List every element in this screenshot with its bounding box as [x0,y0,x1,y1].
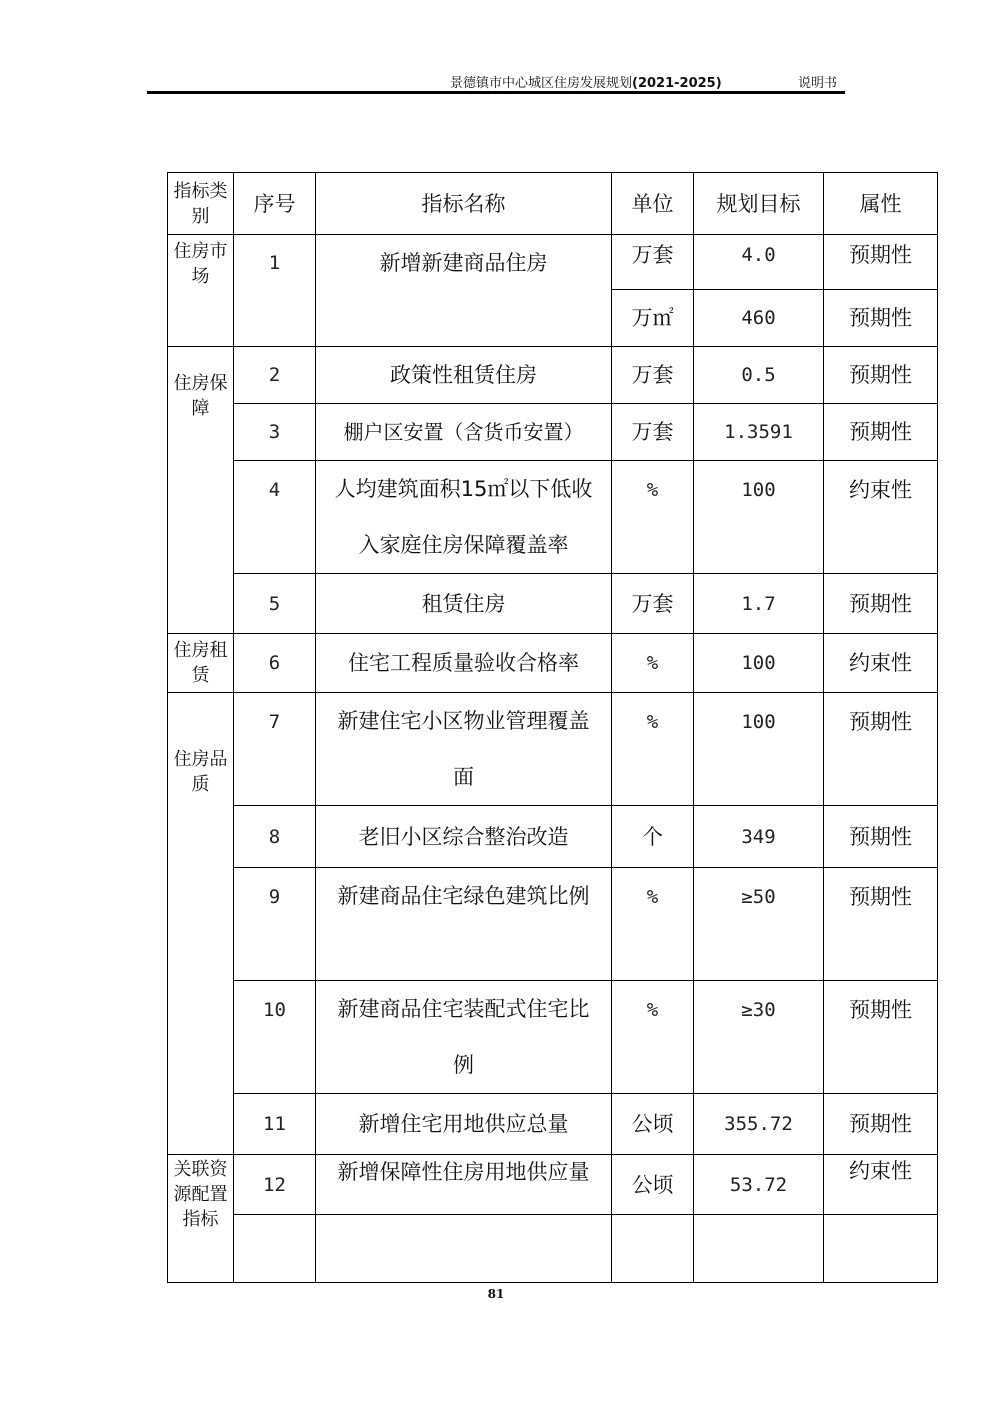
row-seq: 5 [234,574,316,634]
row-name: 老旧小区综合整治改造 [316,806,612,868]
page-number: 81 [487,1287,505,1301]
row-unit: % [612,693,694,806]
header-doc-type: 说明书 [798,76,838,91]
row-target: 1.3591 [694,404,824,461]
running-header [450,72,722,91]
row-seq: 3 [234,404,316,461]
table-row [168,235,938,290]
row-seq: 11 [234,1094,316,1155]
row-unit: % [612,981,694,1094]
row-name: 新建住宅小区物业管理覆盖面 [316,693,612,806]
category-rental: 住房租赁 [168,634,234,693]
row-attribute: 预期性 [824,806,938,868]
row-seq: 8 [234,806,316,868]
col-header-target: 规划目标 [694,173,824,235]
header-years: (2021-2025) [632,76,722,91]
row-name: 新增住宅用地供应总量 [316,1094,612,1155]
row-attribute: 约束性 [824,634,938,693]
row-seq: 10 [234,981,316,1094]
row-name: 政策性租赁住房 [316,347,612,404]
row-seq: 2 [234,347,316,404]
table-row [168,693,938,806]
row-name: 新增保障性住房用地供应量 [316,1155,612,1215]
row-target: 100 [694,461,824,574]
row-unit: 万套 [612,404,694,461]
row-target: 100 [694,693,824,806]
empty-cell [694,1215,824,1283]
indicator-table [167,172,938,1283]
row-unit: 万套 [612,347,694,404]
row-seq: 9 [234,868,316,981]
category-quality: 住房品质 [168,693,234,1155]
row-attribute: 预期性 [824,693,938,806]
empty-cell [316,1215,612,1283]
row-attribute: 预期性 [824,868,938,981]
row-unit: 个 [612,806,694,868]
row-target: 460 [694,290,824,347]
row-unit: % [612,868,694,981]
header-rule [147,91,845,94]
row-seq: 1 [234,235,316,347]
row-name: 新建商品住宅装配式住宅比例 [316,981,612,1094]
table-row [168,981,938,1094]
row-name: 租赁住房 [316,574,612,634]
row-attribute: 预期性 [824,347,938,404]
row-attribute: 预期性 [824,290,938,347]
col-header-category: 指标类别 [168,173,234,235]
row-target: 349 [694,806,824,868]
row-attribute: 预期性 [824,235,938,290]
row-attribute: 预期性 [824,1094,938,1155]
row-seq: 6 [234,634,316,693]
empty-cell [824,1215,938,1283]
header-title: 景德镇市中心城区住房发展规划 [450,76,633,91]
row-attribute: 预期性 [824,404,938,461]
row-target: 100 [694,634,824,693]
empty-cell [234,1215,316,1283]
row-target: 1.7 [694,574,824,634]
row-unit: % [612,461,694,574]
table-row [168,574,938,634]
row-unit: % [612,634,694,693]
category-resources: 关联资源配置指标 [168,1155,234,1283]
table-row [168,868,938,981]
row-seq: 7 [234,693,316,806]
row-name: 棚户区安置（含货币安置） [316,404,612,461]
row-name: 新增新建商品住房 [316,235,612,347]
row-seq: 4 [234,461,316,574]
table-header-row [168,173,938,235]
row-target: ≥50 [694,868,824,981]
row-unit: 万套 [612,574,694,634]
row-attribute: 约束性 [824,461,938,574]
row-attribute: 预期性 [824,574,938,634]
row-target: ≥30 [694,981,824,1094]
table-row [168,461,938,574]
row-name: 新建商品住宅绿色建筑比例 [316,868,612,981]
table-row [168,404,938,461]
row-seq: 12 [234,1155,316,1215]
row-target: 4.0 [694,235,824,290]
table-row-empty [168,1215,938,1283]
col-header-seq: 序号 [234,173,316,235]
row-target: 53.72 [694,1155,824,1215]
table-row [168,806,938,868]
row-attribute: 约束性 [824,1155,938,1215]
row-unit: 万㎡ [612,290,694,347]
row-unit: 公顷 [612,1094,694,1155]
col-header-attribute: 属性 [824,173,938,235]
row-name: 人均建筑面积15㎡以下低收入家庭住房保障覆盖率 [316,461,612,574]
col-header-unit: 单位 [612,173,694,235]
category-security: 住房保障 [168,347,234,634]
empty-cell [612,1215,694,1283]
row-unit: 公顷 [612,1155,694,1215]
row-unit: 万套 [612,235,694,290]
row-attribute: 预期性 [824,981,938,1094]
row-target: 355.72 [694,1094,824,1155]
category-market: 住房市场 [168,235,234,347]
table-row [168,347,938,404]
table-row [168,634,938,693]
col-header-name: 指标名称 [316,173,612,235]
table-row [168,1094,938,1155]
row-target: 0.5 [694,347,824,404]
table-row [168,1155,938,1215]
row-name: 住宅工程质量验收合格率 [316,634,612,693]
